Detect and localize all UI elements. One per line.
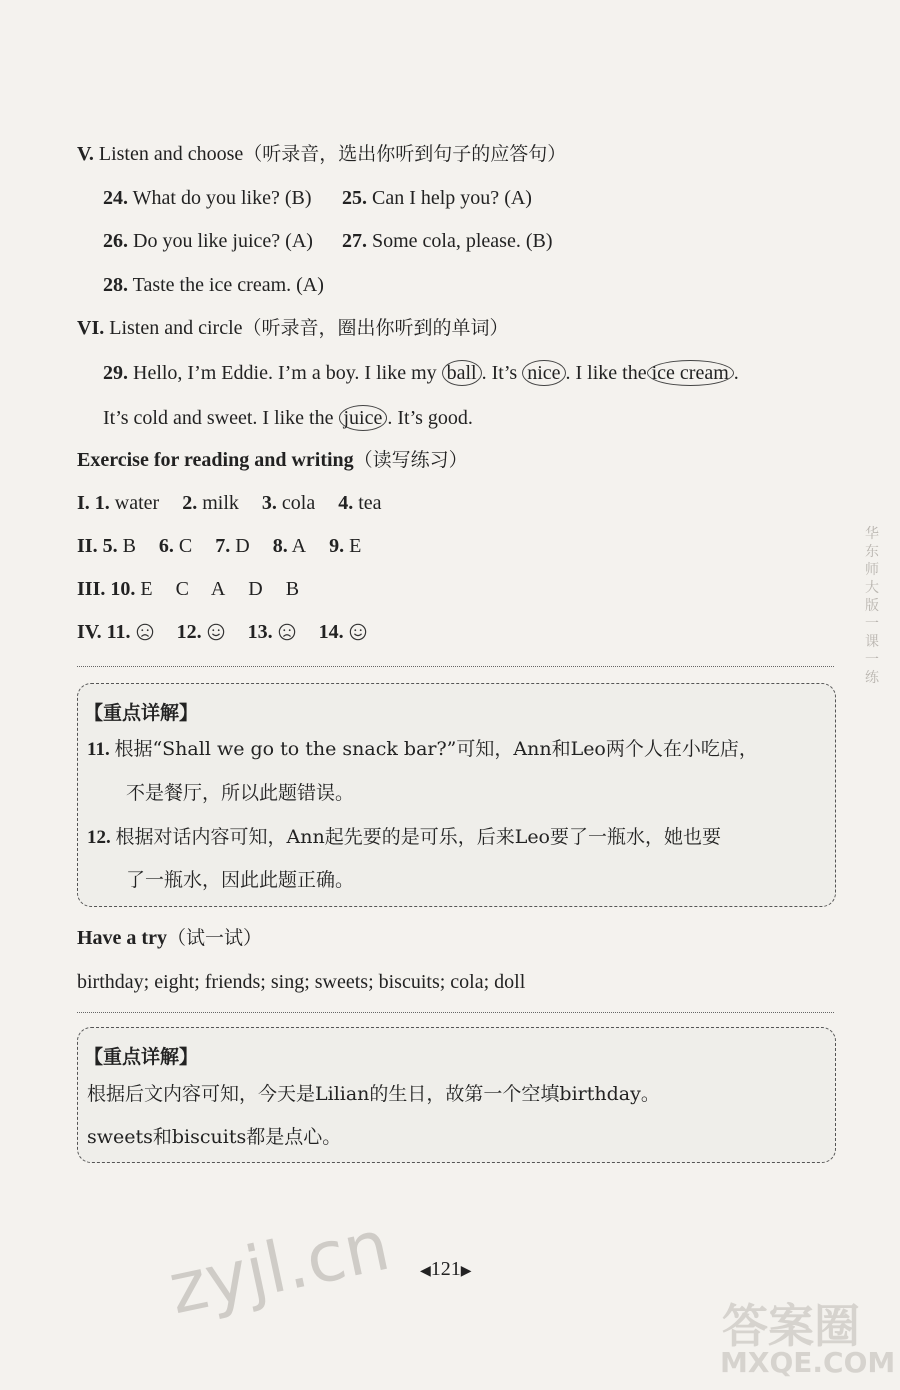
note-12-line1: 12. 根据对话内容可知，Ann起先要的是可乐，后来Leo要了一瓶水，她也要 — [87, 826, 721, 848]
answer-29-line2: It’s cold and sweet. I like the juice . It’s good. — [103, 407, 473, 429]
row-i: I. 1. water 2. milk 3. cola 4. tea — [77, 492, 382, 514]
note-11-line2: 不是餐厅，所以此题错误。 — [126, 782, 355, 804]
answer-24: 24. What do you like? (B) — [103, 187, 312, 209]
answer-28: 28. Taste the ice cream. (A) — [103, 274, 324, 296]
watermark-mxqe: MXQE.COM — [720, 1346, 896, 1379]
section-vi-heading: VI. Listen and circle（听录音，圈出你听到的单词） — [77, 317, 509, 339]
row-iv: IV. 11. 12. 13. 14. — [77, 622, 367, 642]
note-12-line2: 了一瓶水，因此此题正确。 — [126, 869, 355, 891]
note-11-line1: 11. 根据“Shall we go to the snack bar?”可知，Ann和Leo两个人在小吃店， — [87, 738, 758, 760]
key-point-box-2 — [77, 1027, 836, 1163]
arrow-right-icon: ▶ — [460, 1264, 472, 1279]
have-a-try-heading: Have a try（试一试） — [77, 927, 262, 949]
answer-29-line1: 29. Hello, I’m Eddie. I’m a boy. I like my ball . It’s nice . I like the ice cream . — [103, 362, 739, 384]
circled-word: ball — [442, 360, 482, 386]
row-ii: II. 5. B 6. C 7. D 8. A 9. E — [77, 535, 362, 557]
circled-word: nice — [522, 360, 565, 386]
note-line1: 根据后文内容可知，今天是Lilian的生日，故第一个空填birthday。 — [87, 1083, 660, 1105]
happy-face-icon — [349, 623, 367, 641]
side-publisher-text: 华 东 师 大 版 一 课 一 练 — [865, 526, 879, 686]
sad-face-icon — [136, 623, 154, 641]
circled-word: ice cream — [647, 360, 734, 386]
arrow-left-icon: ◀ — [420, 1264, 431, 1279]
divider — [77, 1012, 834, 1013]
happy-face-icon — [207, 623, 225, 641]
row-iii: III. 10. E C A D B — [77, 578, 300, 600]
answer-27: 27. Some cola, please. (B) — [342, 230, 553, 252]
watermark-zyjl: zyjl.cn — [161, 1203, 397, 1331]
page-number: ◀121▶ — [420, 1258, 472, 1280]
watermark-answer: 答案圈 — [722, 1299, 860, 1353]
box-title: 【重点详解】 — [84, 702, 199, 724]
key-point-box-1 — [77, 683, 836, 907]
box-title: 【重点详解】 — [84, 1046, 199, 1068]
have-a-try-answer: birthday; eight; friends; sing; sweets; biscuits; cola; doll — [77, 971, 526, 993]
circled-word: juice — [339, 405, 388, 431]
section-v-heading: V. Listen and choose（听录音，选出你听到句子的应答句） — [77, 143, 567, 165]
sad-face-icon — [278, 623, 296, 641]
answer-26: 26. Do you like juice? (A) — [103, 230, 313, 252]
reading-writing-heading: Exercise for reading and writing（读写练习） — [77, 449, 468, 471]
answer-25: 25. Can I help you? (A) — [342, 187, 532, 209]
note-line2: sweets和biscuits都是点心。 — [87, 1126, 342, 1148]
divider — [77, 666, 834, 667]
